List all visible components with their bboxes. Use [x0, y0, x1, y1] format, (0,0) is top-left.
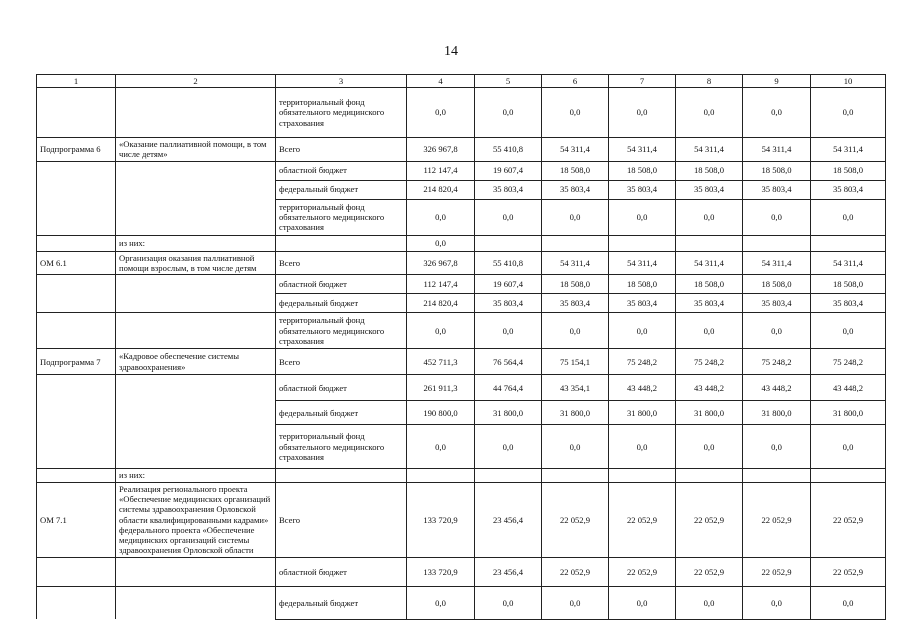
amount-cell: 0,0	[811, 586, 886, 619]
amount-cell: 0,0	[811, 313, 886, 349]
amount-cell: 0,0	[676, 313, 743, 349]
amount-cell: 43 448,2	[609, 375, 676, 401]
amount-cell: 214 820,4	[407, 294, 475, 313]
amount-cell	[743, 235, 811, 251]
table-row	[37, 482, 886, 557]
amount-cell: 22 052,9	[676, 482, 743, 557]
funding-source-cell	[276, 469, 407, 482]
amount-cell: 22 052,9	[811, 557, 886, 586]
amount-cell	[475, 235, 542, 251]
amount-cell: 75 154,1	[542, 349, 609, 375]
funding-source-cell: областной бюджет	[276, 375, 407, 401]
program-code-cell	[37, 180, 116, 199]
table-row	[37, 469, 886, 482]
amount-cell: 0,0	[542, 313, 609, 349]
program-code-cell: ОМ 6.1	[37, 251, 116, 275]
amount-cell	[542, 469, 609, 482]
amount-cell: 54 311,4	[676, 138, 743, 162]
table-row	[37, 161, 886, 180]
funding-source-cell: федеральный бюджет	[276, 180, 407, 199]
amount-cell: 0,0	[743, 88, 811, 138]
amount-cell: 326 967,8	[407, 138, 475, 162]
funding-source-cell: Всего	[276, 138, 407, 162]
amount-cell: 54 311,4	[811, 138, 886, 162]
program-name-cell: «Кадровое обеспечение системы здравоохранения»	[116, 349, 276, 375]
amount-cell: 54 311,4	[743, 251, 811, 275]
amount-cell: 0,0	[542, 586, 609, 619]
amount-cell: 22 052,9	[609, 482, 676, 557]
funding-source-cell: территориальный фонд обязательного медицинского страхования	[276, 425, 407, 469]
funding-source-cell: областной бюджет	[276, 161, 407, 180]
amount-cell: 43 354,1	[542, 375, 609, 401]
amount-cell: 35 803,4	[475, 294, 542, 313]
amount-cell: 31 800,0	[609, 401, 676, 425]
program-code-cell	[37, 275, 116, 294]
header-cell: 3	[276, 75, 407, 88]
amount-cell: 35 803,4	[811, 180, 886, 199]
amount-cell: 190 800,0	[407, 401, 475, 425]
amount-cell: 0,0	[542, 88, 609, 138]
table-row	[37, 349, 886, 375]
amount-cell: 0,0	[609, 586, 676, 619]
header-cell: 7	[609, 75, 676, 88]
amount-cell: 18 508,0	[811, 275, 886, 294]
funding-source-cell: территориальный фонд обязательного медицинского страхования	[276, 199, 407, 235]
page-number: 14	[444, 44, 458, 59]
amount-cell: 54 311,4	[811, 251, 886, 275]
header-cell: 10	[811, 75, 886, 88]
program-name-cell	[116, 425, 276, 469]
amount-cell: 55 410,8	[475, 251, 542, 275]
amount-cell: 326 967,8	[407, 251, 475, 275]
amount-cell: 0,0	[407, 313, 475, 349]
amount-cell: 112 147,4	[407, 275, 475, 294]
funding-source-cell: федеральный бюджет	[276, 401, 407, 425]
header-cell: 4	[407, 75, 475, 88]
amount-cell: 0,0	[407, 199, 475, 235]
amount-cell: 35 803,4	[743, 180, 811, 199]
amount-cell	[811, 469, 886, 482]
amount-cell: 54 311,4	[542, 138, 609, 162]
amount-cell: 0,0	[609, 88, 676, 138]
amount-cell	[609, 469, 676, 482]
amount-cell: 0,0	[542, 425, 609, 469]
program-name-cell: из них:	[116, 469, 276, 482]
table-row	[37, 199, 886, 235]
amount-cell: 22 052,9	[542, 482, 609, 557]
amount-cell: 75 248,2	[609, 349, 676, 375]
amount-cell: 452 711,3	[407, 349, 475, 375]
funding-source-cell: Всего	[276, 482, 407, 557]
amount-cell: 22 052,9	[811, 482, 886, 557]
amount-cell: 0,0	[743, 313, 811, 349]
amount-cell	[811, 235, 886, 251]
amount-cell: 22 052,9	[743, 482, 811, 557]
amount-cell: 75 248,2	[811, 349, 886, 375]
amount-cell: 75 248,2	[676, 349, 743, 375]
program-code-cell	[37, 235, 116, 251]
program-name-cell	[116, 401, 276, 425]
amount-cell: 133 720,9	[407, 557, 475, 586]
table-row	[37, 235, 886, 251]
program-code-cell	[37, 401, 116, 425]
amount-cell	[676, 469, 743, 482]
amount-cell: 35 803,4	[542, 294, 609, 313]
table-row	[37, 294, 886, 313]
amount-cell: 18 508,0	[676, 275, 743, 294]
amount-cell: 0,0	[676, 199, 743, 235]
amount-cell: 31 800,0	[475, 401, 542, 425]
program-name-cell	[116, 275, 276, 294]
amount-cell: 261 911,3	[407, 375, 475, 401]
amount-cell	[676, 235, 743, 251]
amount-cell	[542, 235, 609, 251]
program-name-cell	[116, 375, 276, 401]
amount-cell	[609, 235, 676, 251]
program-name-cell	[116, 557, 276, 586]
amount-cell: 44 764,4	[475, 375, 542, 401]
amount-cell: 112 147,4	[407, 161, 475, 180]
amount-cell: 35 803,4	[676, 294, 743, 313]
amount-cell: 22 052,9	[676, 557, 743, 586]
amount-cell: 0,0	[407, 425, 475, 469]
program-code-cell	[37, 294, 116, 313]
table-row	[37, 138, 886, 162]
amount-cell	[407, 469, 475, 482]
amount-cell: 23 456,4	[475, 482, 542, 557]
amount-cell: 35 803,4	[676, 180, 743, 199]
header-cell: 8	[676, 75, 743, 88]
amount-cell: 19 607,4	[475, 275, 542, 294]
amount-cell: 0,0	[676, 586, 743, 619]
funding-source-cell: областной бюджет	[276, 557, 407, 586]
funding-source-cell: территориальный фонд обязательного медицинского страхования	[276, 313, 407, 349]
funding-source-cell: Всего	[276, 349, 407, 375]
program-code-cell: Подпрограмма 7	[37, 349, 116, 375]
header-cell: 5	[475, 75, 542, 88]
amount-cell: 0,0	[475, 88, 542, 138]
amount-cell: 0,0	[542, 199, 609, 235]
amount-cell: 22 052,9	[542, 557, 609, 586]
program-code-cell	[37, 469, 116, 482]
amount-cell: 54 311,4	[609, 251, 676, 275]
program-code-cell	[37, 161, 116, 180]
funding-source-cell: федеральный бюджет	[276, 294, 407, 313]
amount-cell: 75 248,2	[743, 349, 811, 375]
program-name-cell	[116, 180, 276, 199]
amount-cell: 35 803,4	[542, 180, 609, 199]
amount-cell: 0,0	[743, 425, 811, 469]
amount-cell: 0,0	[609, 425, 676, 469]
amount-cell: 35 803,4	[609, 180, 676, 199]
header-cell: 2	[116, 75, 276, 88]
amount-cell: 0,0	[743, 586, 811, 619]
amount-cell: 214 820,4	[407, 180, 475, 199]
amount-cell: 31 800,0	[743, 401, 811, 425]
amount-cell: 22 052,9	[609, 557, 676, 586]
table-row	[37, 586, 886, 619]
amount-cell	[475, 469, 542, 482]
program-code-cell: Подпрограмма 6	[37, 138, 116, 162]
table-body	[37, 88, 886, 620]
amount-cell: 54 311,4	[542, 251, 609, 275]
amount-cell: 0,0	[811, 88, 886, 138]
program-code-cell	[37, 557, 116, 586]
program-code-cell	[37, 88, 116, 138]
table-row	[37, 275, 886, 294]
program-code-cell	[37, 586, 116, 619]
program-name-cell	[116, 294, 276, 313]
amount-cell: 133 720,9	[407, 482, 475, 557]
program-name-cell	[116, 199, 276, 235]
program-name-cell	[116, 586, 276, 619]
amount-cell: 43 448,2	[743, 375, 811, 401]
funding-source-cell: территориальный фонд обязательного медицинского страхования	[276, 88, 407, 138]
program-name-cell	[116, 313, 276, 349]
program-code-cell	[37, 375, 116, 401]
amount-cell: 18 508,0	[811, 161, 886, 180]
amount-cell: 0,0	[475, 313, 542, 349]
amount-cell: 0,0	[743, 199, 811, 235]
funding-source-cell: Всего	[276, 251, 407, 275]
amount-cell: 0,0	[407, 88, 475, 138]
funding-source-cell	[276, 235, 407, 251]
table-row	[37, 88, 886, 138]
table-row	[37, 401, 886, 425]
amount-cell: 43 448,2	[811, 375, 886, 401]
amount-cell: 0,0	[676, 425, 743, 469]
program-name-cell: «Оказание паллиативной помощи, в том числе детям»	[116, 138, 276, 162]
amount-cell: 0,0	[475, 199, 542, 235]
amount-cell: 54 311,4	[676, 251, 743, 275]
amount-cell: 18 508,0	[542, 161, 609, 180]
program-name-cell	[116, 88, 276, 138]
program-code-cell	[37, 425, 116, 469]
amount-cell: 35 803,4	[609, 294, 676, 313]
program-name-cell: Реализация регионального проекта «Обеспечение медицинских организаций системы здравоохранения Орловской области квалифицированными кадрами» федерального проекта «Обеспечение медицинских организаций системы здравоохранения Орловской области	[116, 482, 276, 557]
amount-cell: 0,0	[407, 235, 475, 251]
amount-cell: 18 508,0	[542, 275, 609, 294]
header-cell: 1	[37, 75, 116, 88]
table-row	[37, 425, 886, 469]
program-code-cell: ОМ 7.1	[37, 482, 116, 557]
program-code-cell	[37, 313, 116, 349]
amount-cell: 18 508,0	[743, 275, 811, 294]
amount-cell: 31 800,0	[542, 401, 609, 425]
table-row	[37, 313, 886, 349]
amount-cell: 54 311,4	[609, 138, 676, 162]
table-row	[37, 251, 886, 275]
table-row	[37, 375, 886, 401]
amount-cell: 0,0	[475, 425, 542, 469]
amount-cell: 0,0	[811, 425, 886, 469]
program-name-cell: из них:	[116, 235, 276, 251]
amount-cell: 0,0	[609, 199, 676, 235]
header-cell: 9	[743, 75, 811, 88]
amount-cell: 18 508,0	[609, 161, 676, 180]
amount-cell: 0,0	[609, 313, 676, 349]
amount-cell: 54 311,4	[743, 138, 811, 162]
header-row	[37, 75, 886, 88]
amount-cell: 18 508,0	[743, 161, 811, 180]
funding-source-cell: областной бюджет	[276, 275, 407, 294]
amount-cell: 0,0	[475, 586, 542, 619]
amount-cell: 31 800,0	[676, 401, 743, 425]
amount-cell: 55 410,8	[475, 138, 542, 162]
table-row	[37, 180, 886, 199]
program-name-cell: Организация оказания паллиативной помощи взрослым, в том числе детям	[116, 251, 276, 275]
amount-cell: 76 564,4	[475, 349, 542, 375]
amount-cell: 22 052,9	[743, 557, 811, 586]
program-code-cell	[37, 199, 116, 235]
amount-cell: 18 508,0	[676, 161, 743, 180]
table-row	[37, 557, 886, 586]
amount-cell	[743, 469, 811, 482]
budget-table	[36, 74, 886, 620]
amount-cell: 19 607,4	[475, 161, 542, 180]
amount-cell: 43 448,2	[676, 375, 743, 401]
amount-cell: 0,0	[676, 88, 743, 138]
amount-cell: 35 803,4	[811, 294, 886, 313]
header-cell: 6	[542, 75, 609, 88]
amount-cell: 35 803,4	[475, 180, 542, 199]
program-name-cell	[116, 161, 276, 180]
amount-cell: 23 456,4	[475, 557, 542, 586]
amount-cell: 0,0	[811, 199, 886, 235]
funding-source-cell: федеральный бюджет	[276, 586, 407, 619]
amount-cell: 18 508,0	[609, 275, 676, 294]
amount-cell: 31 800,0	[811, 401, 886, 425]
amount-cell: 35 803,4	[743, 294, 811, 313]
amount-cell: 0,0	[407, 586, 475, 619]
